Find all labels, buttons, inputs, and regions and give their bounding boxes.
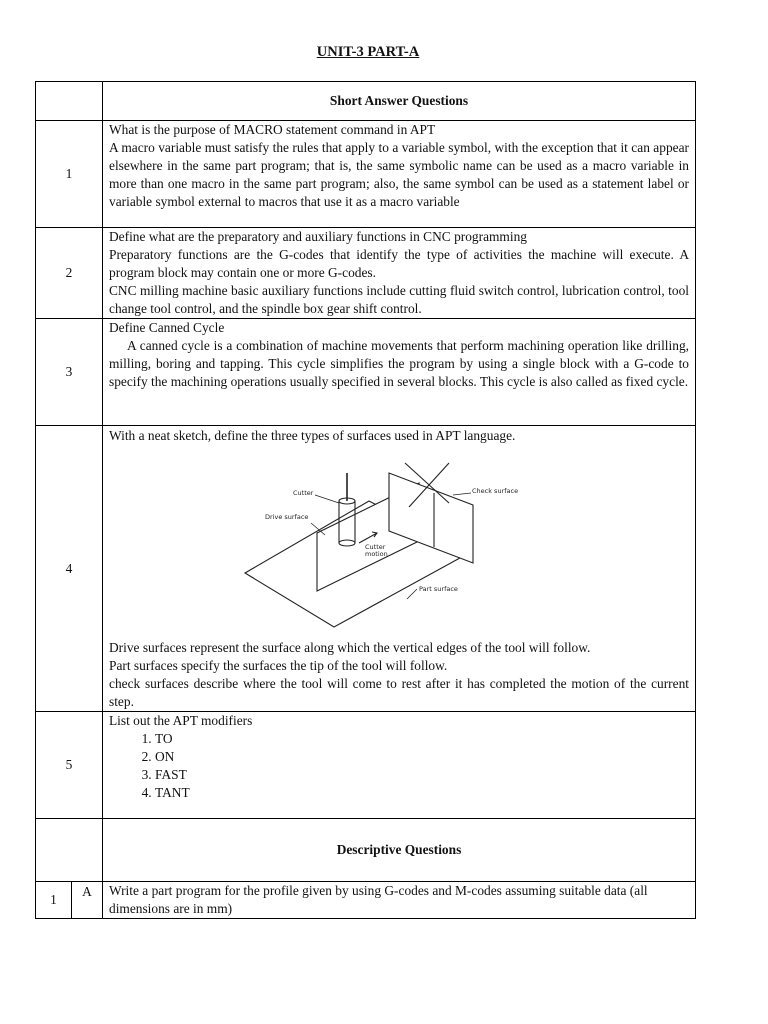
answer-text: Part surfaces specify the surfaces the tip of the tool will follow. <box>109 658 448 673</box>
cutter-bottom <box>339 540 355 546</box>
descriptive-question-text: Write a part program for the profile given by using G-codes and M-codes assuming suitable data (all dimensions are in mm) <box>103 882 696 919</box>
list-item: 4. TANT <box>155 784 689 802</box>
list-item: 2. ON <box>155 748 689 766</box>
answer-text: Drive surfaces represent the surface along which the vertical edges of the tool will follow. <box>109 640 591 655</box>
question-row-2 <box>36 228 696 319</box>
question-number: 2 <box>36 228 103 319</box>
part-surface-label: Part surface <box>419 585 458 593</box>
question-row-5 <box>36 712 696 819</box>
answer-text: A macro variable must satisfy the rules that apply to a variable symbol, with the exception that it can appear elsewhere in the same part program; that is, the same symbolic name can be used as a macro variable in more than one macro in the same part program; also, the same symbol can be used as a statement label or variable symbol external to macros that use it as a macro variable <box>109 140 689 209</box>
question-text: Define Canned Cycle <box>109 320 225 335</box>
descriptive-heading: Descriptive Questions <box>103 819 696 882</box>
short-answer-heading: Short Answer Questions <box>103 82 696 121</box>
header-number-cell <box>36 82 103 121</box>
question-cell-3 <box>103 319 696 426</box>
descriptive-number: 1 <box>36 882 72 919</box>
cutter-label: Cutter <box>293 489 314 497</box>
part-leader <box>407 589 417 599</box>
questions-table <box>35 81 696 919</box>
list-item: 3. FAST <box>155 766 689 784</box>
question-cell-2 <box>103 228 696 319</box>
question-number: 3 <box>36 319 103 426</box>
short-answer-header-row <box>36 82 696 121</box>
descriptive-row-1 <box>36 882 696 919</box>
apt-surfaces-figure <box>239 451 529 637</box>
answer-text: check surfaces describe where the tool will come to rest after it has completed the motion of the current step. <box>109 676 689 709</box>
document-title: UNIT-3 PART-A <box>316 44 420 60</box>
question-number: 4 <box>36 426 103 712</box>
question-number: 5 <box>36 712 103 819</box>
question-text: Define what are the preparatory and auxiliary functions in CNC programming <box>109 229 527 244</box>
drive-surface-label: Drive surface <box>265 513 309 521</box>
apt-modifiers-list <box>109 730 689 802</box>
check-leader <box>453 493 471 495</box>
apt-surfaces-sketch <box>109 451 689 639</box>
question-cell-1 <box>103 121 696 228</box>
header-number-cell <box>36 819 103 882</box>
question-cell-4 <box>103 426 696 712</box>
question-text: With a neat sketch, define the three types of surfaces used in APT language. <box>109 428 516 443</box>
question-text: What is the purpose of MACRO statement command in APT <box>109 122 436 137</box>
cutter-leader <box>315 495 339 503</box>
answer-text: Preparatory functions are the G-codes that identify the type of activities the machine will execute. A program block may contain one or more G-codes. <box>109 247 689 280</box>
cutter-motion-label-1: Cutter <box>365 543 386 551</box>
question-text: List out the APT modifiers <box>109 713 253 728</box>
cutter-motion-label-2: motion <box>365 550 388 558</box>
question-cell-5 <box>103 712 696 819</box>
answer-text: CNC milling machine basic auxiliary functions include cutting fluid switch control, lubrication control, tool change tool control, and the spindle box gear shift control. <box>109 283 689 316</box>
question-row-4 <box>36 426 696 712</box>
answer-text: A canned cycle is a combination of machine movements that perform machining operation like drilling, milling, boring and tapping. This cycle simplifies the program by using a single block with a G-code to specify the machining operations usually specified in several blocks. This cycle is also called as fixed cycle. <box>109 338 689 389</box>
question-row-1 <box>36 121 696 228</box>
list-item: 1. TO <box>155 730 689 748</box>
descriptive-part: A <box>72 882 103 919</box>
descriptive-header-row <box>36 819 696 882</box>
question-number: 1 <box>36 121 103 228</box>
check-surface-label: Check surface <box>472 487 519 495</box>
question-row-3 <box>36 319 696 426</box>
